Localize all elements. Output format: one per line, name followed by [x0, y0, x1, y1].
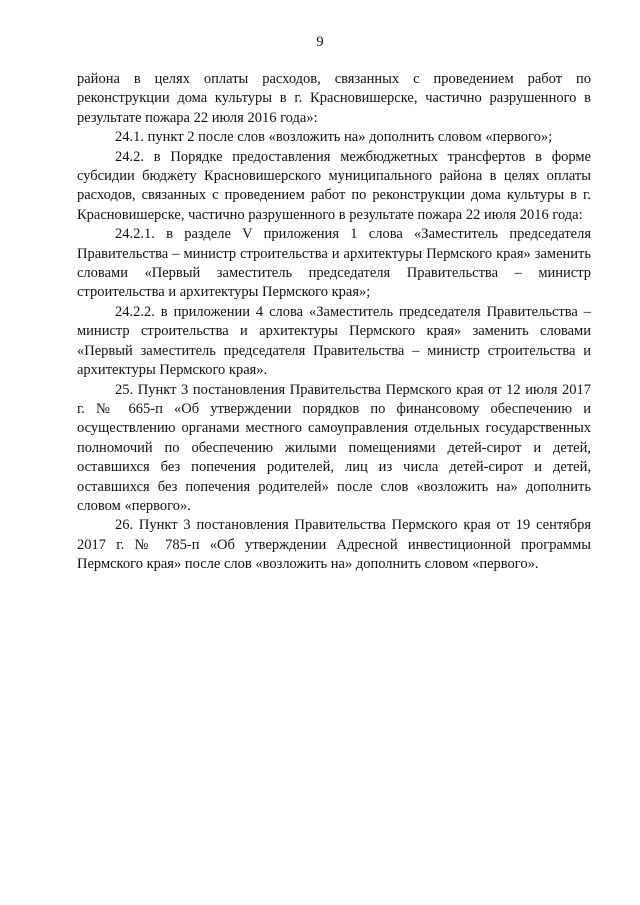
- paragraph: 24.2. в Порядке предоставления межбюджетных трансфертов в форме субсидии бюджету Красновишерского муниципального района в целях оплаты расходов, связанных с проведением работ по реконструкции дома культуры в г. Красновишерске, частично разрушенного в результате пожара 22 июля 2016 года:: [77, 148, 591, 223]
- paragraph: 24.1. пункт 2 после слов «возложить на» дополнить словом «первого»;: [115, 129, 553, 146]
- paragraph: 26. Пункт 3 постановления Правительства Пермского края от 19 сентября 2017 г. № 785-п «Об утверждении Адресной инвестиционной программы Пермского края» после слов «возложить на» дополнить словом «первого».: [77, 517, 591, 573]
- paragraph: 24.2.1. в разделе V приложения 1 слова «Заместитель председателя Правительства – министр строительства и архитектуры Пермского края» заменить словами «Первый заместитель председателя Правительства – министр строительства и архитектуры Пермского края»;: [77, 226, 591, 301]
- document-body: [77, 70, 591, 575]
- page-number: 9: [316, 34, 324, 50]
- paragraph: района в целях оплаты расходов, связанных с проведением работ по реконструкции дома культуры в г. Красновишерске, частично разрушенного в результате пожара 22 июля 2016 года»:: [77, 71, 591, 126]
- paragraph: 24.2.2. в приложении 4 слова «Заместитель председателя Правительства – министр строительства и архитектуры Пермского края» заменить словами «Первый заместитель председателя Правительства – министр строительства и архитектуры Пермского края».: [77, 303, 591, 379]
- paragraph: 25. Пункт 3 постановления Правительства Пермского края от 12 июля 2017 г. № 665-п «Об утверждении порядков по финансовому обеспечению и осуществлению органами местного самоуправления отдельных государственных полномочий по обеспечению жилыми помещениями детей-сирот и детей, оставшихся без попечения родителей, лиц из числа детей-сирот и детей, оставшихся без попечения родителей» после слов «возложить на» дополнить словом «первого».: [77, 381, 591, 514]
